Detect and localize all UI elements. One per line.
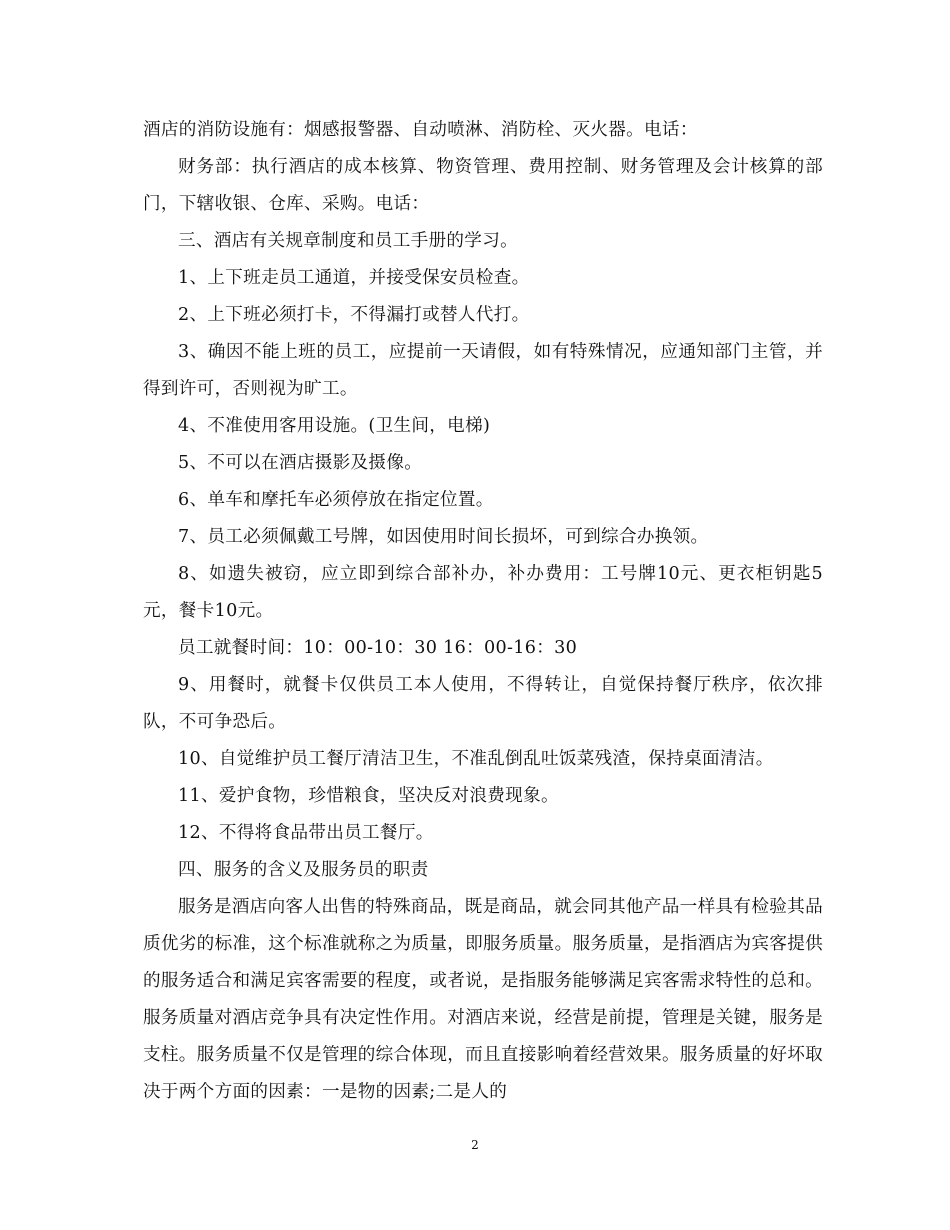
paragraph: 四、服务的含义及服务员的职责: [178, 860, 429, 880]
page-number: 2: [471, 1138, 479, 1152]
paragraph: 2、上下班必须打卡，不得漏打或替人代打。: [178, 305, 530, 325]
paragraph: 3、确因不能上班的员工，应提前一天请假，如有特殊情况，应通知部门主管，并得到许可，否则视为旷工。: [143, 342, 823, 399]
paragraph: 7、员工必须佩戴工号牌，如因使用时间长损坏，可到综合办换领。: [178, 527, 709, 547]
document-body: [143, 112, 823, 1111]
paragraph: 5、不可以在酒店摄影及摄像。: [178, 453, 423, 473]
paragraph: 10、自觉维护员工餐厅清洁卫生，不准乱倒乱吐饭菜残渣，保持桌面清洁。: [178, 749, 774, 769]
paragraph: 员工就餐时间：10：00-10：30 16：00-16：30: [178, 638, 578, 658]
paragraph: 9、用餐时，就餐卡仅供员工本人使用，不得转让，自觉保持餐厅秩序，依次排队，不可争恐后。: [143, 675, 823, 732]
paragraph: 8、如遗失被窃，应立即到综合部补办，补办费用：工号牌10元、更衣柜钥匙5元，餐卡10元。: [143, 564, 823, 621]
paragraph: 三、酒店有关规章制度和员工手册的学习。: [178, 231, 518, 251]
paragraph: 酒店的消防设施有：烟感报警器、自动喷淋、消防栓、灭火器。电话：: [143, 120, 698, 140]
paragraph: 财务部：执行酒店的成本核算、物资管理、费用控制、财务管理及会计核算的部门，下辖收银、仓库、采购。电话：: [143, 157, 823, 214]
paragraph: 12、不得将食品带出员工餐厅。: [178, 823, 434, 843]
paragraph: 6、单车和摩托车必须停放在指定位置。: [178, 490, 494, 510]
paragraph: 4、不准使用客用设施。(卫生间，电梯): [178, 416, 491, 436]
paragraph: 11、爱护食物，珍惜粮食，坚决反对浪费现象。: [178, 786, 559, 806]
paragraph: 1、上下班走员工通道，并接受保安员检查。: [178, 268, 530, 288]
paragraph: 服务是酒店向客人出售的特殊商品，既是商品，就会同其他产品一样具有检验其品质优劣的标准，这个标准就称之为质量，即服务质量。服务质量，是指酒店为宾客提供的服务适合和满足宾客需要的程度，或者说，是指服务能够满足宾客需求特性的总和。服务质量对酒店竞争具有决定性作用。对酒店来说，经营是前提，管理是关键，服务是支柱。服务质量不仅是管理的综合体现，而且直接影响着经营效果。服务质量的好坏取决于两个方面的因素：一是物的因素;二是人的: [143, 897, 823, 1102]
